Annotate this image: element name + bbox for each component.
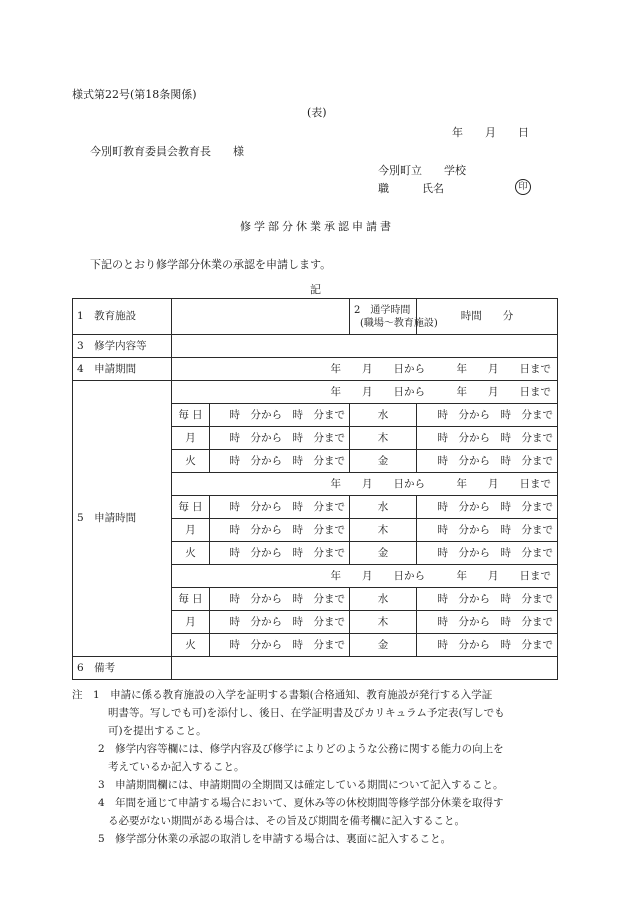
time-range-field[interactable]: 時 分から 時 分まで xyxy=(210,450,350,473)
time-range-field[interactable]: 時 分から 時 分まで xyxy=(210,404,350,427)
day-monday: 月 xyxy=(172,519,210,542)
application-period-field[interactable]: 年 月 日から 年 月 日まで xyxy=(172,358,558,381)
time-range-field[interactable]: 時 分から 時 分まで xyxy=(417,450,558,473)
day-tuesday: 火 xyxy=(172,634,210,657)
time-block-period[interactable]: 年 月 日から 年 月 日まで xyxy=(172,381,558,404)
day-every-day: 毎 日 xyxy=(172,496,210,519)
day-friday: 金 xyxy=(350,450,417,473)
note-line: 可)を提出すること。 xyxy=(108,725,207,737)
time-block-period[interactable]: 年 月 日から 年 月 日まで xyxy=(172,565,558,588)
row-education-facility xyxy=(73,299,558,335)
day-wednesday: 水 xyxy=(350,496,417,519)
day-tuesday: 火 xyxy=(172,450,210,473)
education-facility-label: 1 教育施設 xyxy=(73,299,172,335)
note-line: 明書等。写しでも可)を添付し、後日、在学証明書及びカリキュラム予定表(写しでも xyxy=(108,707,505,719)
seal-mark: 印 xyxy=(515,179,531,195)
time-block-1-period xyxy=(73,381,558,404)
time-range-field[interactable]: 時 分から 時 分まで xyxy=(417,427,558,450)
intro-text: 下記のとおり修学部分休業の承認を申請します。 xyxy=(90,258,332,271)
day-thursday: 木 xyxy=(350,519,417,542)
time-range-field[interactable]: 時 分から 時 分まで xyxy=(417,542,558,565)
time-range-field[interactable]: 時 分から 時 分まで xyxy=(210,519,350,542)
time-range-field[interactable]: 時 分から 時 分まで xyxy=(417,496,558,519)
note-line: 2 修学内容等欄には、修学内容及び修学によりどのような公務に関する能力の向上を xyxy=(98,743,504,755)
note-line: 注 1 申請に係る教育施設の入学を証明する書類(合格通知、教育施設が発行する入学証 xyxy=(72,689,493,701)
application-date: 年 月 日 xyxy=(452,126,529,139)
day-monday: 月 xyxy=(172,611,210,634)
day-every-day: 毎 日 xyxy=(172,588,210,611)
row-study-content xyxy=(73,335,558,358)
note-line: 3 申請期間欄には、申請期間の全期間又は確定している期間について記入すること。 xyxy=(98,779,504,791)
addressee: 今別町教育委員会教育長 様 xyxy=(90,145,244,158)
time-range-field[interactable]: 時 分から 時 分まで xyxy=(210,611,350,634)
day-thursday: 木 xyxy=(350,427,417,450)
time-range-field[interactable]: 時 分から 時 分まで xyxy=(210,542,350,565)
commute-time-label-line1: 2 通学時間 xyxy=(354,304,411,316)
time-range-field[interactable]: 時 分から 時 分まで xyxy=(417,611,558,634)
note-line: 5 修学部分休業の承認の取消しを申請する場合は、裏面に記入すること。 xyxy=(98,833,452,845)
time-range-field[interactable]: 時 分から 時 分まで xyxy=(417,588,558,611)
day-friday: 金 xyxy=(350,542,417,565)
time-range-field[interactable]: 時 分から 時 分まで xyxy=(210,427,350,450)
education-facility-field[interactable] xyxy=(172,299,350,335)
time-range-field[interactable]: 時 分から 時 分まで xyxy=(210,588,350,611)
day-wednesday: 水 xyxy=(350,588,417,611)
time-block-period[interactable]: 年 月 日から 年 月 日まで xyxy=(172,473,558,496)
row-application-period xyxy=(73,358,558,381)
day-tuesday: 火 xyxy=(172,542,210,565)
school-name: 今別町立 学校 xyxy=(378,164,466,177)
form-number: 様式第22号(第18条関係) xyxy=(72,88,197,101)
remarks-field[interactable] xyxy=(172,657,558,680)
application-time-label: 5 申請時間 xyxy=(73,381,172,657)
commute-time-label-line2: (職場～教育施設) xyxy=(360,317,438,329)
time-range-field[interactable]: 時 分から 時 分まで xyxy=(210,496,350,519)
front-side-label: (表) xyxy=(307,106,327,119)
time-range-field[interactable]: 時 分から 時 分まで xyxy=(210,634,350,657)
remarks-label: 6 備考 xyxy=(73,657,172,680)
application-table xyxy=(72,298,558,680)
time-range-field[interactable]: 時 分から 時 分まで xyxy=(417,634,558,657)
day-monday: 月 xyxy=(172,427,210,450)
study-content-label: 3 修学内容等 xyxy=(73,335,172,358)
day-every-day: 毎 日 xyxy=(172,404,210,427)
day-friday: 金 xyxy=(350,634,417,657)
row-remarks xyxy=(73,657,558,680)
ki-label: 記 xyxy=(310,283,321,296)
applicant-position-name: 職 氏名 xyxy=(378,182,444,195)
study-content-field[interactable] xyxy=(172,335,558,358)
commute-time-label xyxy=(350,299,438,335)
time-range-field[interactable]: 時 分から 時 分まで xyxy=(417,519,558,542)
note-line: 考えているか記入すること。 xyxy=(108,761,245,773)
note-line: る必要がない期間がある場合は、その旨及び期間を備考欄に記入すること。 xyxy=(108,815,465,827)
application-period-label: 4 申請期間 xyxy=(73,358,172,381)
note-line: 4 年間を通じて申請する場合において、夏休み等の休校期間等修学部分休業を取得す xyxy=(98,797,504,809)
commute-time-field[interactable]: 時間 分 xyxy=(417,299,558,335)
time-range-field[interactable]: 時 分から 時 分まで xyxy=(417,404,558,427)
day-wednesday: 水 xyxy=(350,404,417,427)
day-thursday: 木 xyxy=(350,611,417,634)
document-title: 修学部分休業承認申請書 xyxy=(240,220,394,233)
